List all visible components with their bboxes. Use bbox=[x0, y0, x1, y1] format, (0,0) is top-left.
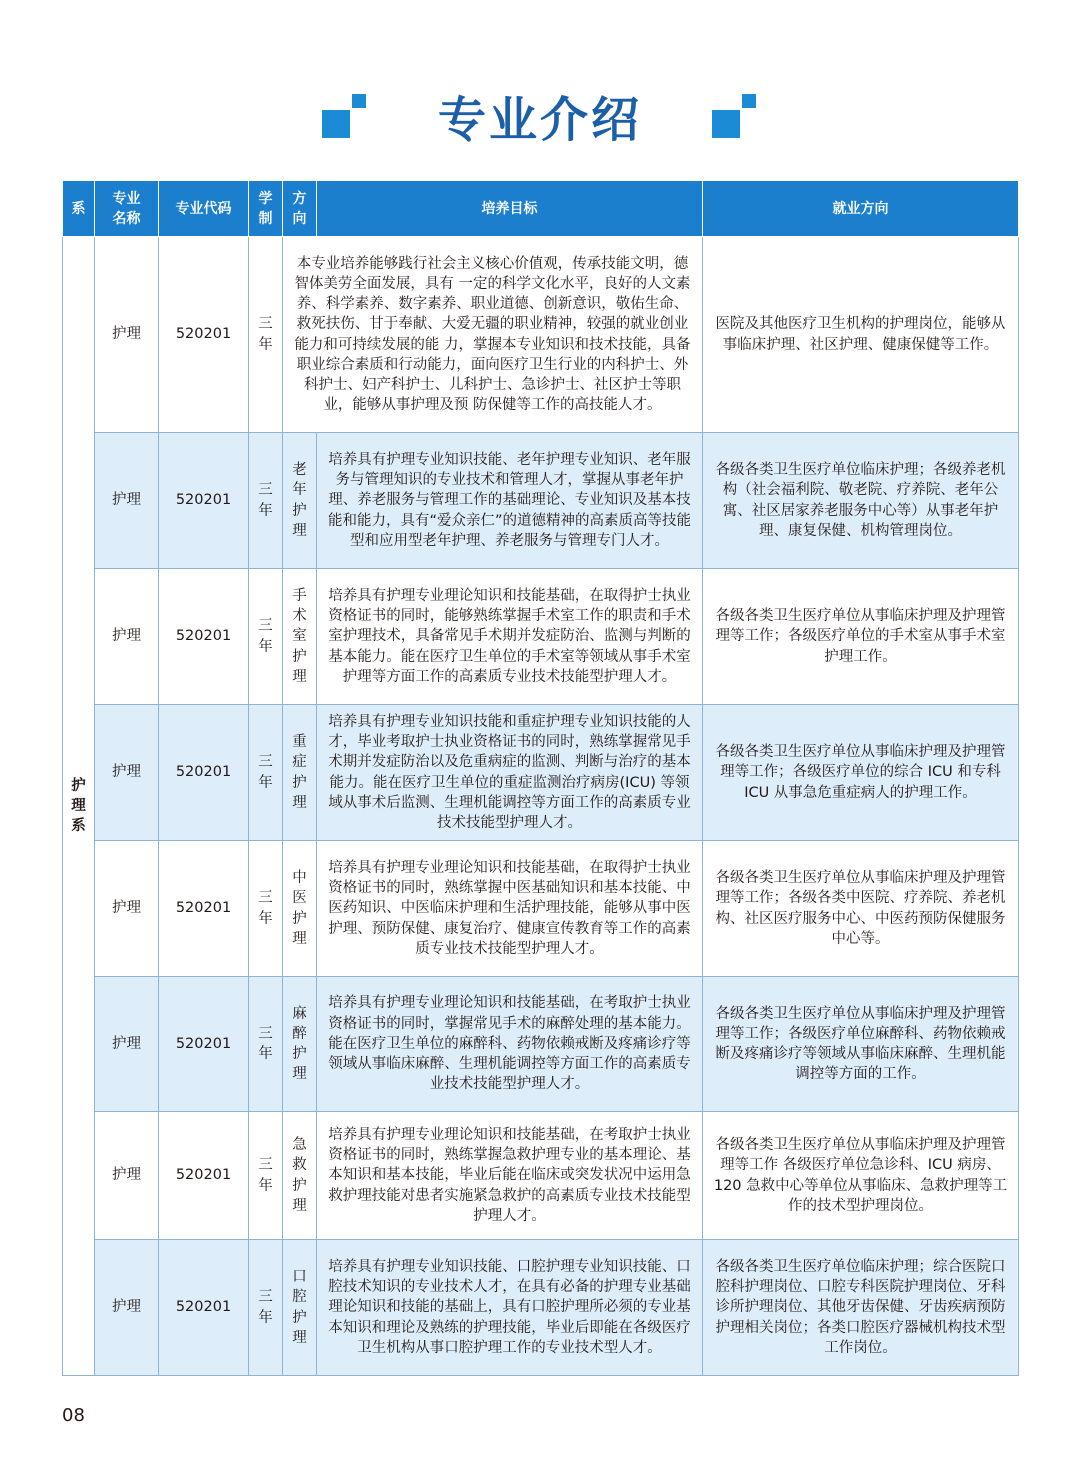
header-code: 专业代码 bbox=[159, 181, 249, 237]
code-cell: 520201 bbox=[159, 433, 249, 569]
code-cell: 520201 bbox=[159, 237, 249, 433]
major-cell: 护理 bbox=[95, 705, 159, 841]
career-cell: 各级各类卫生医疗单位从事临床护理及护理管理等工作；各级各类中医院、疗养院、养老机构、社区医疗服务中心、中医药预防保健服务中心等。 bbox=[703, 841, 1019, 977]
table-row bbox=[63, 841, 1019, 977]
duration-cell: 三年 bbox=[249, 433, 283, 569]
table-row bbox=[63, 1112, 1019, 1240]
direction-cell: 重症护理 bbox=[283, 705, 317, 841]
goal-cell: 培养具有护理专业理论知识和技能基础，在取得护士执业资格证书的同时，能够熟练掌握手术室工作的职责和手术室护理技术，具备常见手术期并发症防治、监测与判断的基本能力。能在医疗卫生单位的手术室等领域从事手术室护理等方面工作的高素质专业技术技能型护理人才。 bbox=[317, 569, 703, 705]
table-header-row bbox=[63, 181, 1019, 237]
department-cell: 护理系 bbox=[63, 237, 95, 1376]
major-cell: 护理 bbox=[95, 433, 159, 569]
goal-cell: 培养具有护理专业理论知识和技能基础，在取得护士执业资格证书的同时，熟练掌握中医基础知识和基本技能、中医药知识、中医临床护理和生活护理技能，能够从事中医护理、预防保健、康复治疗、健康宣传教育等工作的高素质专业技术技能型护理人才。 bbox=[317, 841, 703, 977]
table-row bbox=[63, 1240, 1019, 1376]
direction-cell: 急救护理 bbox=[283, 1112, 317, 1240]
header-career: 就业方向 bbox=[703, 181, 1019, 237]
table-row bbox=[63, 977, 1019, 1112]
major-cell: 护理 bbox=[95, 841, 159, 977]
code-cell: 520201 bbox=[159, 1240, 249, 1376]
direction-cell: 老年护理 bbox=[283, 433, 317, 569]
goal-cell: 培养具有护理专业知识技能和重症护理专业知识技能的人才，毕业考取护士执业资格证书的同时，熟练掌握常见手术期并发症防治以及危重病症的监测、判断与治疗的基本能力。能在医疗卫生单位的重症监测治疗病房(ICU) 等领域从事术后监测、生理机能调控等方面工作的高素质专业技术技能型护理人才。 bbox=[317, 705, 703, 841]
career-cell: 医院及其他医疗卫生机构的护理岗位，能够从事临床护理、社区护理、健康保健等工作。 bbox=[703, 237, 1019, 433]
career-cell: 各级各类卫生医疗单位从事临床护理及护理管理等工作；各级医疗单位的综合 ICU 和专科 ICU 从事急危重症病人的护理工作。 bbox=[703, 705, 1019, 841]
code-cell: 520201 bbox=[159, 1112, 249, 1240]
title-area bbox=[0, 82, 1080, 162]
career-cell: 各级各类卫生医疗单位从事临床护理及护理管理等工作 各级医疗单位急诊科、ICU 病房、120 急救中心等单位从事临床、急救护理等工作的技术型护理岗位。 bbox=[703, 1112, 1019, 1240]
duration-cell: 三年 bbox=[249, 1112, 283, 1240]
goal-cell: 本专业培养能够践行社会主义核心价值观，传承技能文明，德智体美劳全面发展，具有 一定的科学文化水平，良好的人文素养、科学素养、数字素养、职业道德、创新意识，敬佑生命、救死扶伤、甘于奉献、大爱无疆的职业精神，较强的就业创业能力和可持续发展的能 力，掌握本专业知识和技术技能，具备职业综合素质和行动能力，面向医疗卫生行业的内科护士、外科护士、妇产科护士、儿科护士、急诊护士、社区护士等职业，能够从事护理及预 防保健等工作的高技能人才。 bbox=[283, 237, 703, 433]
code-cell: 520201 bbox=[159, 569, 249, 705]
goal-cell: 培养具有护理专业知识技能、口腔护理专业知识技能、口腔技术知识的专业技术人才，在具有必备的护理专业基础理论知识和技能的基础上，具有口腔护理所必须的专业基本知识和理论及熟练的护理技能，毕业后即能在各级医疗卫生机构从事口腔护理工作的专业技术型人才。 bbox=[317, 1240, 703, 1376]
header-major: 专业名称 bbox=[95, 181, 159, 237]
table-row bbox=[63, 569, 1019, 705]
major-cell: 护理 bbox=[95, 1240, 159, 1376]
code-cell: 520201 bbox=[159, 841, 249, 977]
duration-cell: 三年 bbox=[249, 705, 283, 841]
career-cell: 各级各类卫生医疗单位临床护理；综合医院口腔科护理岗位、口腔专科医院护理岗位、牙科诊所护理岗位、其他牙齿保健、牙齿疾病预防护理相关岗位；各类口腔医疗器械机构技术型工作岗位。 bbox=[703, 1240, 1019, 1376]
code-cell: 520201 bbox=[159, 977, 249, 1112]
duration-cell: 三年 bbox=[249, 841, 283, 977]
career-cell: 各级各类卫生医疗单位临床护理；各级养老机构（社会福利院、敬老院、疗养院、老年公寓、社区居家养老服务中心等）从事老年护理、康复保健、机构管理岗位。 bbox=[703, 433, 1019, 569]
duration-cell: 三年 bbox=[249, 569, 283, 705]
major-table bbox=[62, 180, 1019, 1376]
duration-cell: 三年 bbox=[249, 1240, 283, 1376]
career-cell: 各级各类卫生医疗单位从事临床护理及护理管理等工作；各级医疗单位麻醉科、药物依赖戒断及疼痛诊疗等领域从事临床麻醉、生理机能调控等方面的工作。 bbox=[703, 977, 1019, 1112]
duration-cell: 三年 bbox=[249, 977, 283, 1112]
goal-cell: 培养具有护理专业理论知识和技能基础，在考取护士执业资格证书的同时，掌握常见手术的麻醉处理的基本能力。能在医疗卫生单位的麻醉科、药物依赖戒断及疼痛诊疗等领域从事临床麻醉、生理机能调控等方面工作的高素质专业技术技能型护理人才。 bbox=[317, 977, 703, 1112]
major-cell: 护理 bbox=[95, 569, 159, 705]
header-duration: 学制 bbox=[249, 181, 283, 237]
direction-cell: 麻醉护理 bbox=[283, 977, 317, 1112]
career-cell: 各级各类卫生医疗单位从事临床护理及护理管理等工作；各级医疗单位的手术室从事手术室护理工作。 bbox=[703, 569, 1019, 705]
code-cell: 520201 bbox=[159, 705, 249, 841]
header-direction: 方向 bbox=[283, 181, 317, 237]
major-cell: 护理 bbox=[95, 237, 159, 433]
page-title: 专业介绍 bbox=[437, 92, 642, 148]
table-row bbox=[63, 433, 1019, 569]
major-cell: 护理 bbox=[95, 977, 159, 1112]
direction-cell: 手术室护理 bbox=[283, 569, 317, 705]
goal-cell: 培养具有护理专业知识技能、老年护理专业知识、老年服务与管理知识的专业技术和管理人才，掌握从事老年护理、养老服务与管理工作的基础理论、专业知识及基本技能和能力，具有“爱众亲仁”的道德精神的高素质高等技能型和应用型老年护理、养老服务与管理专门人才。 bbox=[317, 433, 703, 569]
header-goal: 培养目标 bbox=[317, 181, 703, 237]
direction-cell: 中医护理 bbox=[283, 841, 317, 977]
page-number: 08 bbox=[62, 1405, 85, 1426]
duration-cell: 三年 bbox=[249, 237, 283, 433]
table-row bbox=[63, 237, 1019, 433]
header-dept: 系 bbox=[63, 181, 95, 237]
table-row bbox=[63, 705, 1019, 841]
square-decoration-icon bbox=[712, 94, 760, 146]
direction-cell: 口腔护理 bbox=[283, 1240, 317, 1376]
goal-cell: 培养具有护理专业理论知识和技能基础，在考取护士执业资格证书的同时，熟练掌握急救护理专业的基本理论、基本知识和基本技能，毕业后能在临床或突发状况中运用急救护理技能对患者实施紧急救护的高素质专业技术技能型护理人才。 bbox=[317, 1112, 703, 1240]
major-cell: 护理 bbox=[95, 1112, 159, 1240]
